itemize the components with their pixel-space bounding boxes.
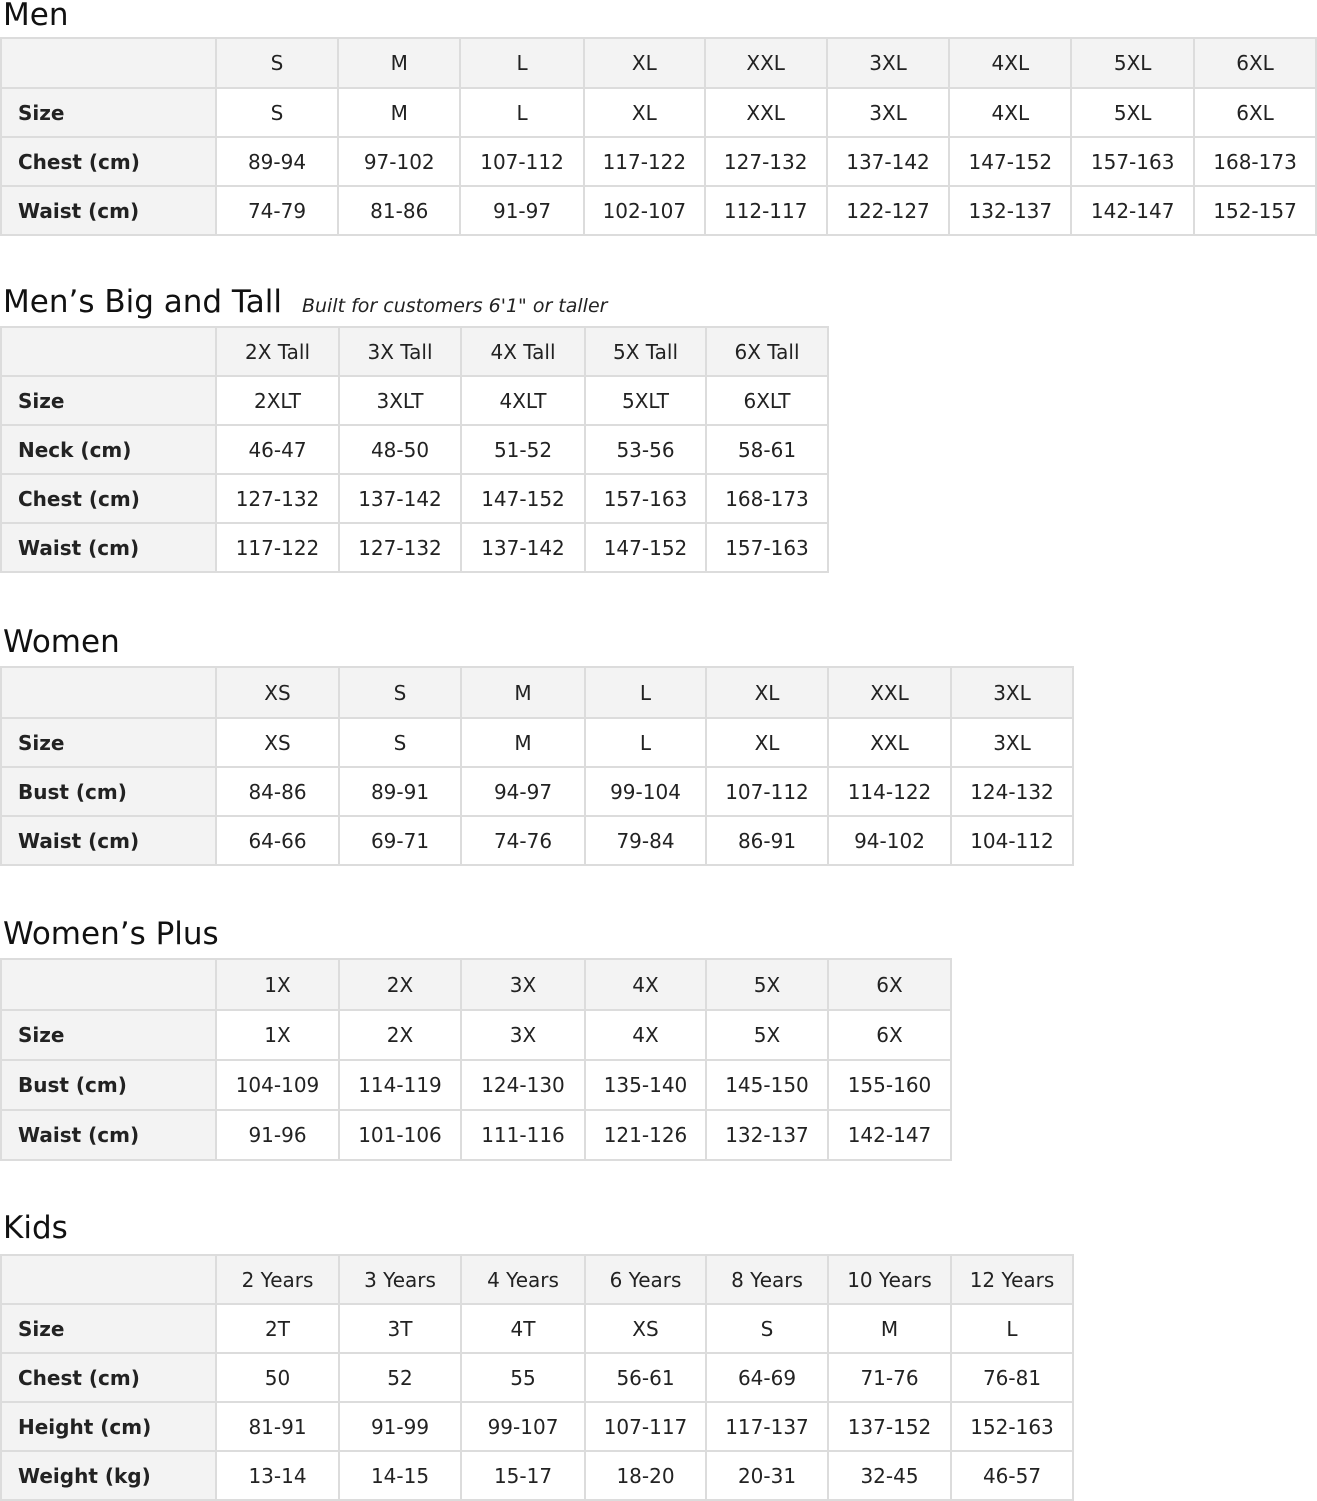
table-cell: 107-112 [706,767,828,816]
table-cell: 3XL [827,88,950,137]
table-cell: 121-126 [585,1110,706,1160]
row-label: Waist (cm) [1,1110,216,1160]
row-label: Size [1,88,216,137]
table-cell: 157-163 [706,523,828,572]
table-cell: 132-137 [949,186,1071,235]
table-cell: 127-132 [705,137,827,186]
table-cell: 4T [461,1304,585,1353]
men-column-header: 3XL [827,38,950,88]
table-cell: 56-61 [585,1353,706,1402]
table-cell: M [461,718,585,767]
table-cell: 89-91 [339,767,461,816]
table-cell: M [338,88,460,137]
table-cell: 55 [461,1353,585,1402]
table-cell: 6XLT [706,376,828,425]
table-cell: 81-91 [216,1402,339,1451]
table-cell: 102-107 [584,186,705,235]
mens-big-tall-column-header: 4X Tall [461,327,585,376]
table-cell: 117-122 [216,523,339,572]
kids-corner-cell [1,1255,216,1304]
womens-plus-column-header: 3X [461,959,585,1010]
table-cell: 99-104 [585,767,706,816]
row-label: Waist (cm) [1,523,216,572]
table-cell: 107-117 [585,1402,706,1451]
table-cell: 94-97 [461,767,585,816]
women-column-header: S [339,667,461,718]
table-cell: 135-140 [585,1060,706,1110]
table-cell: M [828,1304,951,1353]
table-cell: 101-106 [339,1110,461,1160]
table-cell: 76-81 [951,1353,1073,1402]
mens-big-tall-column-header: 5X Tall [585,327,706,376]
table-cell: XL [706,718,828,767]
table-cell: 4X [585,1010,706,1060]
table-cell: 64-69 [706,1353,828,1402]
men-column-header: XL [584,38,705,88]
mens-big-tall-title: Men’s Big and Tall [3,284,282,320]
table-cell: 145-150 [706,1060,828,1110]
table-cell: 46-47 [216,425,339,474]
womens-plus-column-header: 1X [216,959,339,1010]
row-label: Chest (cm) [1,474,216,523]
kids-column-header: 10 Years [828,1255,951,1304]
row-label: Waist (cm) [1,186,216,235]
row-label: Chest (cm) [1,1353,216,1402]
table-cell: 20-31 [706,1451,828,1500]
table-cell: 147-152 [461,474,585,523]
kids-size-table [0,1254,1074,1501]
row-label: Waist (cm) [1,816,216,865]
men-size-table [0,37,1317,236]
table-cell: 122-127 [827,186,950,235]
table-cell: XXL [705,88,827,137]
table-cell: XS [216,718,339,767]
mens-big-tall-column-header: 6X Tall [706,327,828,376]
table-cell: 127-132 [339,523,461,572]
table-cell: 14-15 [339,1451,461,1500]
table-cell: 4XL [949,88,1071,137]
women-column-header: XXL [828,667,951,718]
kids-column-header: 3 Years [339,1255,461,1304]
women-corner-cell [1,667,216,718]
table-cell: 5X [706,1010,828,1060]
table-row [1,523,828,572]
row-label: Bust (cm) [1,767,216,816]
table-cell: 86-91 [706,816,828,865]
table-cell: 50 [216,1353,339,1402]
men-column-header: S [216,38,339,88]
men-header-row [1,38,1316,88]
table-row [1,1304,1073,1353]
table-cell: 114-119 [339,1060,461,1110]
table-cell: 137-142 [461,523,585,572]
table-row [1,718,1073,767]
table-row [1,474,828,523]
table-cell: 132-137 [706,1110,828,1160]
womens-plus-column-header: 2X [339,959,461,1010]
table-cell: 52 [339,1353,461,1402]
table-cell: 112-117 [705,186,827,235]
table-row [1,376,828,425]
table-cell: S [339,718,461,767]
table-cell: 89-94 [216,137,339,186]
row-label: Chest (cm) [1,137,216,186]
men-column-header: M [338,38,460,88]
table-cell: 147-152 [949,137,1071,186]
men-title: Men [3,0,69,33]
women-column-header: 3XL [951,667,1073,718]
row-label: Size [1,1304,216,1353]
table-cell: 124-132 [951,767,1073,816]
table-cell: 168-173 [706,474,828,523]
table-cell: 71-76 [828,1353,951,1402]
table-cell: 15-17 [461,1451,585,1500]
table-cell: 114-122 [828,767,951,816]
men-column-header: 6XL [1194,38,1316,88]
table-cell: 117-122 [584,137,705,186]
table-cell: XL [584,88,705,137]
womens-plus-column-header: 5X [706,959,828,1010]
mens-big-tall-header-row [1,327,828,376]
table-row [1,1402,1073,1451]
table-cell: XS [585,1304,706,1353]
table-cell: 6X [828,1010,951,1060]
women-column-header: XS [216,667,339,718]
table-cell: 152-163 [951,1402,1073,1451]
table-row [1,1451,1073,1500]
mens-big-tall-subtitle: Built for customers 6'1" or taller [301,295,608,317]
row-label: Height (cm) [1,1402,216,1451]
table-cell: S [706,1304,828,1353]
women-header-row [1,667,1073,718]
women-size-table [0,666,1074,866]
table-cell: 142-147 [1071,186,1194,235]
table-cell: 107-112 [460,137,584,186]
kids-column-header: 6 Years [585,1255,706,1304]
kids-header-row [1,1255,1073,1304]
table-row [1,767,1073,816]
table-cell: 94-102 [828,816,951,865]
men-column-header: 4XL [949,38,1071,88]
table-row [1,137,1316,186]
kids-column-header: 12 Years [951,1255,1073,1304]
table-cell: 137-142 [339,474,461,523]
women-column-header: XL [706,667,828,718]
row-label: Bust (cm) [1,1060,216,1110]
table-cell: S [216,88,339,137]
table-cell: 2T [216,1304,339,1353]
womens-plus-column-header: 4X [585,959,706,1010]
table-cell: 84-86 [216,767,339,816]
table-cell: 74-76 [461,816,585,865]
table-cell: 79-84 [585,816,706,865]
table-cell: 53-56 [585,425,706,474]
women-column-header: M [461,667,585,718]
table-cell: 13-14 [216,1451,339,1500]
mens-big-tall-column-header: 2X Tall [216,327,339,376]
mens-big-tall-column-header: 3X Tall [339,327,461,376]
table-cell: 137-142 [827,137,950,186]
women-title: Women [3,624,120,660]
table-cell: 137-152 [828,1402,951,1451]
table-row [1,1110,951,1160]
table-cell: 3X [461,1010,585,1060]
table-cell: 4XLT [461,376,585,425]
table-cell: 51-52 [461,425,585,474]
table-cell: 117-137 [706,1402,828,1451]
row-label: Size [1,376,216,425]
table-cell: 157-163 [1071,137,1194,186]
womens-plus-header-row [1,959,951,1010]
table-cell: 3XLT [339,376,461,425]
table-row [1,1353,1073,1402]
table-cell: 91-97 [460,186,584,235]
section-title-kids [3,1210,68,1246]
table-row [1,1060,951,1110]
table-cell: 157-163 [585,474,706,523]
table-cell: 6XL [1194,88,1316,137]
table-cell: 97-102 [338,137,460,186]
table-cell: 2X [339,1010,461,1060]
table-cell: 104-112 [951,816,1073,865]
table-cell: 147-152 [585,523,706,572]
kids-column-header: 8 Years [706,1255,828,1304]
table-cell: 142-147 [828,1110,951,1160]
table-cell: 168-173 [1194,137,1316,186]
table-cell: 48-50 [339,425,461,474]
table-cell: L [951,1304,1073,1353]
table-cell: 152-157 [1194,186,1316,235]
table-cell: 111-116 [461,1110,585,1160]
row-label: Weight (kg) [1,1451,216,1500]
table-cell: L [460,88,584,137]
womens-plus-title: Women’s Plus [3,916,219,952]
mens-big-tall-corner-cell [1,327,216,376]
kids-title: Kids [3,1210,68,1246]
row-label: Size [1,1010,216,1060]
men-column-header: XXL [705,38,827,88]
table-cell: 46-57 [951,1451,1073,1500]
table-cell: 64-66 [216,816,339,865]
table-cell: 69-71 [339,816,461,865]
men-column-header: L [460,38,584,88]
table-cell: 104-109 [216,1060,339,1110]
section-title-women [3,624,120,660]
womens-plus-corner-cell [1,959,216,1010]
table-cell: 3T [339,1304,461,1353]
table-row [1,816,1073,865]
mens-big-tall-size-table [0,326,829,573]
table-row [1,186,1316,235]
kids-column-header: 4 Years [461,1255,585,1304]
table-cell: XXL [828,718,951,767]
kids-column-header: 2 Years [216,1255,339,1304]
table-cell: 155-160 [828,1060,951,1110]
table-cell: 1X [216,1010,339,1060]
table-cell: 81-86 [338,186,460,235]
table-cell: L [585,718,706,767]
table-cell: 5XL [1071,88,1194,137]
men-column-header: 5XL [1071,38,1194,88]
row-label: Neck (cm) [1,425,216,474]
table-cell: 3XL [951,718,1073,767]
table-cell: 124-130 [461,1060,585,1110]
womens-plus-column-header: 6X [828,959,951,1010]
section-title-mens-big-tall [3,284,608,320]
table-row [1,88,1316,137]
table-cell: 91-99 [339,1402,461,1451]
table-cell: 127-132 [216,474,339,523]
row-label: Size [1,718,216,767]
table-cell: 74-79 [216,186,339,235]
table-cell: 2XLT [216,376,339,425]
womens-plus-size-table [0,958,952,1161]
table-row [1,1010,951,1060]
table-cell: 91-96 [216,1110,339,1160]
table-cell: 32-45 [828,1451,951,1500]
table-row [1,425,828,474]
table-cell: 99-107 [461,1402,585,1451]
table-cell: 58-61 [706,425,828,474]
table-cell: 5XLT [585,376,706,425]
section-title-womens-plus [3,916,219,952]
section-title-men [3,0,68,31]
men-corner-cell [1,38,216,88]
table-cell: 18-20 [585,1451,706,1500]
women-column-header: L [585,667,706,718]
